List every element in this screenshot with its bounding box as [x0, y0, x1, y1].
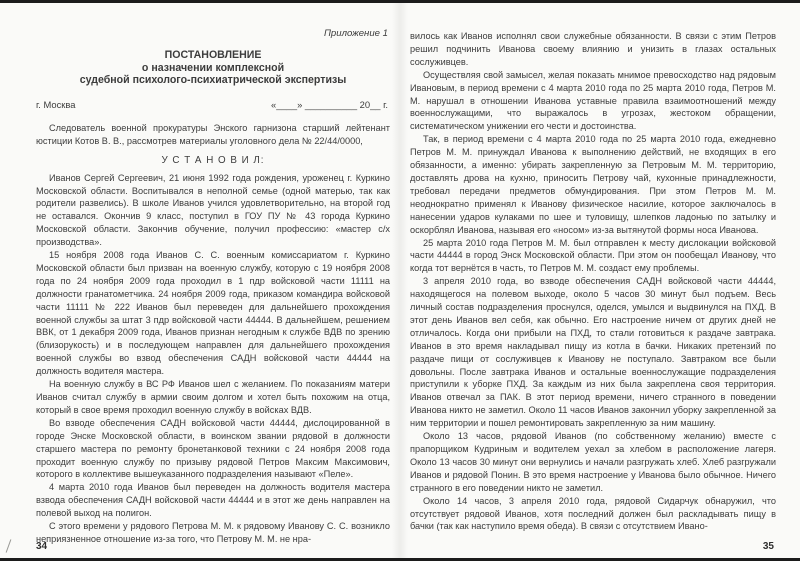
page-number-left: 34	[36, 541, 48, 552]
left-page-body	[36, 122, 390, 546]
page-number-right: 35	[762, 541, 774, 552]
right-page	[400, 0, 800, 561]
document-title	[36, 49, 390, 87]
title-line-3: судебной психолого-психиатрической экспертизы	[79, 74, 347, 87]
body-paragraph: вилось как Иванов исполнял свои служебные обязанности. В связи с этим Петров решил подчинить Иванова своему влиянию и унизить в глазах остальных сослуживцев.	[410, 31, 776, 67]
title-line-2: о назначении комплексной	[141, 61, 285, 74]
title-line-1: ПОСТАНОВЛЕНИЕ	[164, 49, 262, 61]
place-label: г. Москва	[36, 98, 76, 110]
body-paragraph: Иванов Сергей Сергеевич, 21 июня 1992 года рождения, уроженец г. Куркино Московской области. Воспитывался в неполной семье (одной матерью, так как родители развелись). В школе Иванов учился удовлетворительно, на второй год не оставался. Окончив 9 класс, поступил в ГОУ ПУ № 43 города Куркино Московской области. Закончив обучение, получил профессию: «мастер с/х производства».	[36, 172, 390, 248]
intro-paragraph: Следователь военной прокуратуры Энского гарнизона старший лейтенант юстиции Котов В. В., рассмотрев материалы уголовного дела № 22/44/0000,	[36, 122, 390, 146]
body-paragraph: 4 марта 2010 года Иванов был переведен на должность водителя мастера взвода обеспечения САДН войсковой части 44444 и в этот же день направлен на полевой выход на полигон.	[36, 482, 390, 519]
body-paragraph: Около 14 часов, 3 апреля 2010 года, рядовой Сидарчук обнаружил, что отсутствует рядовой Иванов, хотя последний должен был раскладывать пищу в бачки (так как наступило время обеда). В связи с отсутствием Ивано-	[410, 495, 776, 532]
body-paragraph: 25 марта 2010 года Петров М. М. был отправлен к месту дислокации войсковой части 44444 в город Энск Московской области. При этом он пообещал Иванову, что когда тот вернётся в часть, то Петров М. М. создаст ему проблемы.	[410, 237, 776, 274]
body-paragraph: Во взводе обеспечения САДН войсковой части 44444, дислоцированной в городе Энске Московской области, в воинском звании рядовой в должности старшего мастера по ремонту бронетанковой техники с 24 ноября 2008 года проходит военную службу по призыву рядовой Петров Максим Максимович, которого в коллективе вышеуказанного подразделения называют «Пеле».	[36, 417, 390, 480]
appendix-label: Приложение 1	[323, 28, 388, 39]
place-date-line	[36, 99, 388, 110]
resolution-heading: У С Т А Н О В И Л:	[161, 154, 265, 166]
right-page-body	[410, 30, 776, 533]
date-blank: «____» __________ 20__ г.	[271, 98, 388, 110]
body-paragraph: 3 апреля 2010 года, во взводе обеспечения САДН войсковой части 44444, находящегося на полевом выходе, около 5 часов 30 минут был подъем. Весь личный состав подразделения проснулся, оделся, умылся и выдвинулся на ПХД. В этот день Иванов вел себя, как обычно. Его настроение ничем от других дней не отличалось. Когда они прибыли на ПХД, то стали готовиться к раздаче завтрака. Иванов в это время накладывал пищу из котла в бачки. Никаких претензий по раздаче пищи от сослуживцев к Иванову не поступало. Завтраком все были довольны. После завтрака Иванов и остальные военнослужащие подразделения приступили к уборке ПХД. За каждым из них была закреплена своя территория. Иванов отвечал за ПАК. В этот период времени, ничего странного в поведении Иванова никто не заметил. Около 11 часов Иванов закончил уборку закрепленной за ним территории и пошел ремонтировать закрепленную за ним машину.	[410, 276, 776, 429]
body-paragraph: С этого времени у рядового Петрова М. М. к рядовому Иванову С. С. возникло неприязненное отношение из-за того, что Петрову М. М. не нра-	[36, 521, 390, 544]
body-paragraph: Так, в период времени с 4 марта 2010 года по 25 марта 2010 года, ежедневно Петров М. М. принуждал Иванова к выполнению действий, не входящих в его обязанности, а именно: убирать закрепленную за Петровым М. М. территорию, доставлять дрова на кухню, приносить Петрову чай, кухонные принадлежности, требовал передачи предметов обмундирования. При этом Петров М. М. неоднократно применял к Иванову физическое насилие, которое заключалось в нанесении ударов кулаками по шее и туловищу, шлепков ладонью по затылку и оскорблял Иванова, называя его «носом» из-за вытянутой формы носа Иванова.	[410, 134, 776, 235]
body-paragraph: На военную службу в ВС РФ Иванов шел с желанием. По показаниям матери Иванов считал службу в армии своим долгом и хотел быть похожим на отца, который в свое время проходил военную службу в войсках ВДВ.	[36, 379, 390, 415]
body-paragraph: Около 13 часов, рядовой Иванов (по собственному желанию) вместе с прапорщиком Кудриным и водителем уехал за хлебом в расположение лагеря. Около 13 часов 30 минут они вернулись и начали разгружать хлеб. Хлеб разгружали Иванов и рядовой Понин. В это время настроение у Иванова было обычное. Ничего странного в его поведении никто не заметил.	[410, 431, 776, 493]
body-paragraph: 15 ноября 2008 года Иванов С. С. военным комиссариатом г. Куркино Московской области был призван на военную службу, которую с 19 ноября 2008 года по 24 ноября 2009 года проходил в 1 пдр войсковой части 11111 на должности гранатометчика. 24 ноября 2009 года, приказом командира войсковой части 11111 № 222 Иванов был переведен для дальнейшего прохождения военной службы за штат 3 пдр войсковой части 44444. В дальнейшем, решением ВВК, от 1 декабря 2009 года, Иванов признан негодным к службе ВДВ по зрению (близорукость) и в последующем направлен для дальнейшего прохождения военной службы во взвод обеспечения САДН войсковой части 44444 на должность водителя мастера.	[36, 250, 390, 377]
body-paragraph: Осуществляя свой замысел, желая показать мнимое превосходство над рядовым Ивановым, в период времени с 4 марта 2010 года по 25 марта 2010 года, Петров М. М. нарушал в отношении Иванова уставные правила взаимоотношений между военнослужащими, что выражалось в угрозах, жестоком обращении, систематическом унижении его чести и достоинства.	[410, 69, 776, 132]
